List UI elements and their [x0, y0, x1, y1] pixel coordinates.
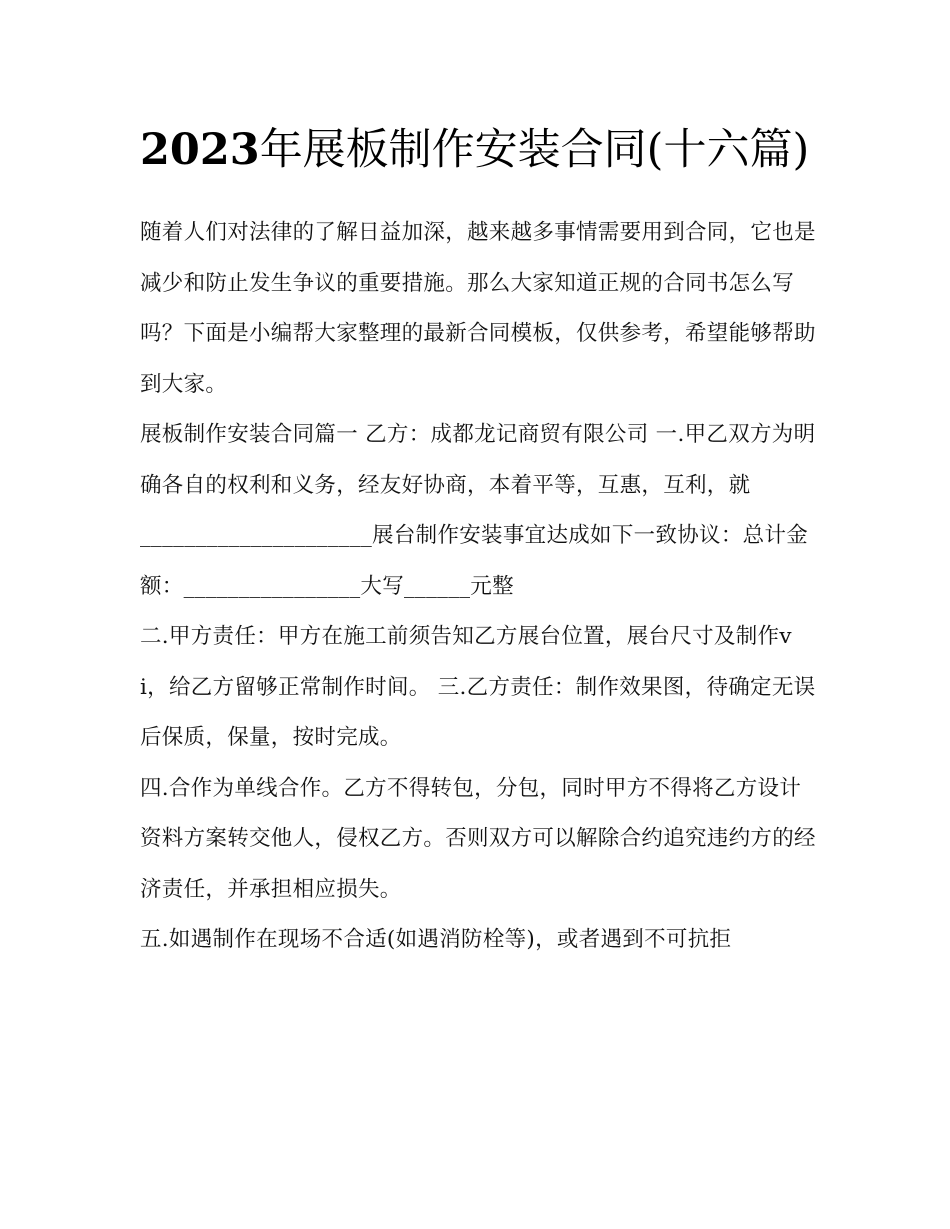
- intro-paragraph: 随着人们对法律的了解日益加深，越来越多事情需要用到合同，它也是减少和防止发生争议的重要措施。那么大家知道正规的合同书怎么写吗？下面是小编帮大家整理的最新合同模板，仅供参考，希望能够帮助到大家。: [140, 220, 816, 397]
- responsibilities-paragraph: 二.甲方责任：甲方在施工前须告知乙方展台位置，展台尺寸及制作vi，给乙方留够正常制作时间。 三.乙方责任：制作效果图，待确定无误后保质，保量，按时完成。: [140, 624, 816, 750]
- clause-five-paragraph: 五.如遇制作在现场不合适(如遇消防栓等)，或者遇到不可抗拒: [140, 927, 732, 952]
- contract-amount-paragraph: _____________________展台制作安装事宜达成如下一致协议：总计金额：________________大写______元整: [140, 523, 809, 599]
- contract-opening-paragraph: 展板制作安装合同篇一 乙方：成都龙记商贸有限公司 一.甲乙双方为明确各自的权利和义务，经友好协商，本着平等，互惠，互利，就: [140, 422, 816, 498]
- cooperation-clause-paragraph: 四.合作为单线合作。乙方不得转包，分包，同时甲方不得将乙方设计资料方案转交他人，侵权乙方。否则双方可以解除合约追究违约方的经济责任，并承担相应损失。: [140, 775, 816, 902]
- title-year: 2023: [140, 125, 260, 175]
- document-title: [140, 112, 820, 188]
- document-body: [140, 112, 820, 966]
- title-text: 年展板制作安装合同(十六篇): [259, 125, 810, 175]
